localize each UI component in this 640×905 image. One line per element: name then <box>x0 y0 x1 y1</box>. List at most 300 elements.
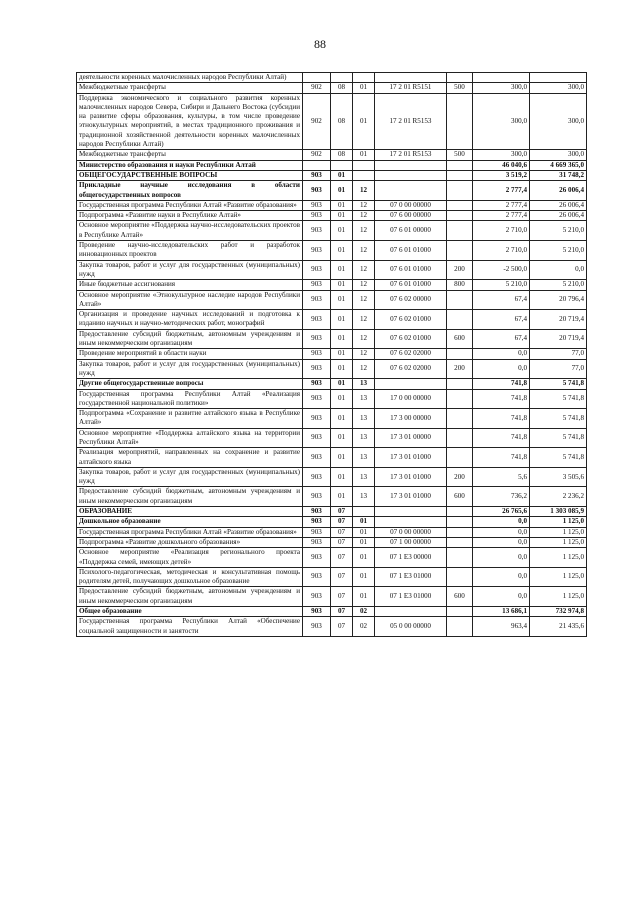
cell-expense-type <box>447 290 473 310</box>
cell-target-article <box>375 379 447 389</box>
cell-target-article <box>375 160 447 170</box>
cell-target-article: 17 3 01 01000 <box>375 467 447 487</box>
cell-ministry-code: 903 <box>303 389 331 409</box>
page-number: 88 <box>314 37 326 51</box>
cell-amount-2: 300,0 <box>530 150 587 160</box>
cell-name: Дошкольное образование <box>77 517 303 527</box>
cell-subsection: 13 <box>353 409 375 429</box>
cell-section: 01 <box>331 280 353 290</box>
cell-ministry-code: 903 <box>303 200 331 210</box>
cell-target-article: 07 6 02 01000 <box>375 310 447 330</box>
cell-amount-1: 2 710,0 <box>473 241 530 261</box>
cell-target-article: 07 1 E3 01000 <box>375 567 447 587</box>
cell-subsection: 12 <box>353 260 375 280</box>
cell-amount-2: 5 741,8 <box>530 389 587 409</box>
cell-name: Министерство образования и науки Республики Алтай <box>77 160 303 170</box>
table-row <box>77 379 587 389</box>
table-row <box>77 467 587 487</box>
cell-amount-2: 1 125,0 <box>530 537 587 547</box>
cell-name: Другие общегосударственные вопросы <box>77 379 303 389</box>
cell-section: 01 <box>331 290 353 310</box>
cell-section: 01 <box>331 260 353 280</box>
cell-section: 01 <box>331 349 353 359</box>
cell-amount-2: 20 719,4 <box>530 329 587 349</box>
cell-name: Проведение научно-исследовательских работ и разработок инновационных проектов <box>77 241 303 261</box>
cell-section: 01 <box>331 487 353 507</box>
cell-name: ОБЩЕГОСУДАРСТВЕННЫЕ ВОПРОСЫ <box>77 170 303 180</box>
cell-amount-1: 67,4 <box>473 290 530 310</box>
cell-section: 07 <box>331 607 353 617</box>
cell-target-article <box>375 73 447 83</box>
cell-name: Иные бюджетные ассигнования <box>77 280 303 290</box>
cell-target-article: 07 6 02 02000 <box>375 359 447 379</box>
table-row <box>77 200 587 210</box>
cell-subsection: 01 <box>353 150 375 160</box>
cell-section: 01 <box>331 181 353 201</box>
cell-expense-type <box>447 527 473 537</box>
cell-target-article: 17 3 01 01000 <box>375 448 447 468</box>
cell-name: Подпрограмма «Развитие науки в Республике Алтай» <box>77 211 303 221</box>
table-row <box>77 587 587 607</box>
cell-amount-2: 5 210,0 <box>530 241 587 261</box>
cell-subsection: 13 <box>353 389 375 409</box>
cell-section: 08 <box>331 93 353 150</box>
cell-section: 08 <box>331 83 353 93</box>
cell-expense-type: 600 <box>447 587 473 607</box>
cell-amount-1: 46 040,6 <box>473 160 530 170</box>
cell-section: 07 <box>331 527 353 537</box>
cell-amount-1: 741,8 <box>473 389 530 409</box>
cell-amount-1: 0,0 <box>473 567 530 587</box>
cell-target-article: 17 3 01 00000 <box>375 428 447 448</box>
cell-amount-1: 741,8 <box>473 379 530 389</box>
cell-target-article: 07 1 00 00000 <box>375 537 447 547</box>
cell-ministry-code: 903 <box>303 181 331 201</box>
cell-amount-2: 5 741,8 <box>530 448 587 468</box>
cell-subsection: 01 <box>353 517 375 527</box>
cell-subsection: 01 <box>353 527 375 537</box>
cell-name: Государственная программа Республики Алтай «Развитие образования» <box>77 200 303 210</box>
table-row <box>77 73 587 83</box>
cell-amount-2: 5 741,8 <box>530 428 587 448</box>
cell-subsection: 12 <box>353 241 375 261</box>
cell-ministry-code: 903 <box>303 170 331 180</box>
cell-name: Основное мероприятие «Реализация регионального проекта «Поддержка семей, имеющих детей» <box>77 548 303 568</box>
cell-subsection: 01 <box>353 587 375 607</box>
cell-expense-type <box>447 617 473 637</box>
cell-amount-1: 2 710,0 <box>473 221 530 241</box>
cell-ministry-code: 903 <box>303 349 331 359</box>
cell-subsection: 02 <box>353 607 375 617</box>
cell-expense-type <box>447 200 473 210</box>
cell-name: Межбюджетные трансферты <box>77 83 303 93</box>
cell-section <box>331 160 353 170</box>
cell-amount-2 <box>530 73 587 83</box>
cell-target-article: 17 2 01 R5153 <box>375 150 447 160</box>
table-body <box>77 73 587 637</box>
cell-section: 01 <box>331 379 353 389</box>
cell-name: Подпрограмма «Сохранение и развитие алтайского языка в Республике Алтай» <box>77 409 303 429</box>
cell-amount-1: 741,8 <box>473 428 530 448</box>
cell-section: 08 <box>331 150 353 160</box>
cell-amount-2: 1 125,0 <box>530 527 587 537</box>
cell-section: 01 <box>331 200 353 210</box>
cell-section: 07 <box>331 517 353 527</box>
cell-amount-1: -2 500,0 <box>473 260 530 280</box>
cell-expense-type <box>447 389 473 409</box>
cell-subsection <box>353 160 375 170</box>
cell-section: 07 <box>331 548 353 568</box>
cell-ministry-code: 903 <box>303 517 331 527</box>
cell-amount-2: 1 303 085,9 <box>530 507 587 517</box>
table-row <box>77 517 587 527</box>
cell-target-article <box>375 517 447 527</box>
cell-expense-type <box>447 181 473 201</box>
table-row <box>77 487 587 507</box>
cell-expense-type <box>447 517 473 527</box>
cell-subsection: 12 <box>353 280 375 290</box>
cell-target-article: 07 6 02 02000 <box>375 349 447 359</box>
cell-section <box>331 73 353 83</box>
cell-subsection: 12 <box>353 359 375 379</box>
table-row <box>77 359 587 379</box>
cell-ministry-code: 903 <box>303 487 331 507</box>
budget-table <box>76 72 587 637</box>
cell-amount-2: 4 669 365,0 <box>530 160 587 170</box>
table-row <box>77 280 587 290</box>
cell-amount-2: 1 125,0 <box>530 517 587 527</box>
cell-ministry-code <box>303 160 331 170</box>
cell-section: 01 <box>331 448 353 468</box>
cell-section: 01 <box>331 241 353 261</box>
table-row <box>77 428 587 448</box>
table-row <box>77 211 587 221</box>
cell-target-article: 17 3 01 01000 <box>375 487 447 507</box>
cell-amount-1: 3 519,2 <box>473 170 530 180</box>
cell-expense-type: 200 <box>447 467 473 487</box>
cell-ministry-code: 903 <box>303 548 331 568</box>
cell-amount-2: 3 505,6 <box>530 467 587 487</box>
cell-section: 07 <box>331 587 353 607</box>
cell-amount-2: 20 719,4 <box>530 310 587 330</box>
cell-amount-2: 26 006,4 <box>530 181 587 201</box>
cell-section: 01 <box>331 329 353 349</box>
cell-target-article: 17 3 00 00000 <box>375 409 447 429</box>
cell-target-article: 07 6 02 00000 <box>375 290 447 310</box>
cell-amount-1: 5,6 <box>473 467 530 487</box>
cell-amount-1 <box>473 73 530 83</box>
cell-expense-type: 200 <box>447 260 473 280</box>
cell-amount-1: 0,0 <box>473 517 530 527</box>
cell-amount-1: 13 686,1 <box>473 607 530 617</box>
cell-name: Проведение мероприятий в области науки <box>77 349 303 359</box>
cell-section: 07 <box>331 617 353 637</box>
cell-target-article: 07 6 01 01000 <box>375 280 447 290</box>
table-row <box>77 507 587 517</box>
cell-ministry-code: 902 <box>303 150 331 160</box>
cell-ministry-code: 903 <box>303 260 331 280</box>
cell-target-article: 07 6 01 01000 <box>375 241 447 261</box>
table-row <box>77 389 587 409</box>
cell-name: ОБРАЗОВАНИЕ <box>77 507 303 517</box>
cell-target-article: 17 0 00 00000 <box>375 389 447 409</box>
cell-subsection: 01 <box>353 548 375 568</box>
cell-target-article <box>375 181 447 201</box>
table-row <box>77 290 587 310</box>
cell-amount-2: 26 006,4 <box>530 211 587 221</box>
cell-amount-1: 2 777,4 <box>473 211 530 221</box>
cell-expense-type <box>447 548 473 568</box>
cell-expense-type <box>447 73 473 83</box>
cell-name: Прикладные научные исследования в области общегосударственных вопросов <box>77 181 303 201</box>
cell-target-article <box>375 507 447 517</box>
cell-expense-type <box>447 349 473 359</box>
table-row <box>77 329 587 349</box>
cell-expense-type <box>447 211 473 221</box>
cell-expense-type <box>447 379 473 389</box>
cell-ministry-code: 903 <box>303 329 331 349</box>
cell-subsection: 01 <box>353 93 375 150</box>
cell-amount-2: 1 125,0 <box>530 548 587 568</box>
cell-name: Государственная программа Республики Алтай «Реализация государственной национальной политики» <box>77 389 303 409</box>
cell-amount-1: 67,4 <box>473 310 530 330</box>
cell-section: 07 <box>331 537 353 547</box>
cell-section: 07 <box>331 507 353 517</box>
cell-name: Основное мероприятие «Этнокультурное наследие народов Республики Алтай» <box>77 290 303 310</box>
cell-expense-type <box>447 221 473 241</box>
cell-subsection: 01 <box>353 537 375 547</box>
cell-target-article: 07 6 01 00000 <box>375 221 447 241</box>
cell-amount-1: 963,4 <box>473 617 530 637</box>
cell-amount-2: 5 741,8 <box>530 409 587 429</box>
cell-amount-1: 0,0 <box>473 349 530 359</box>
table-row <box>77 349 587 359</box>
cell-amount-1: 0,0 <box>473 527 530 537</box>
cell-amount-1: 300,0 <box>473 150 530 160</box>
cell-amount-2: 300,0 <box>530 83 587 93</box>
cell-name: Предоставление субсидий бюджетным, автономным учреждениям и иным некоммерческим организациям <box>77 587 303 607</box>
cell-name: Реализация мероприятий, направленных на сохранение и развитие алтайского языка <box>77 448 303 468</box>
cell-name: Организация и проведение научных исследований и подготовка к изданию научных и научно-методических работ, монографий <box>77 310 303 330</box>
cell-amount-1: 2 777,4 <box>473 181 530 201</box>
cell-expense-type <box>447 170 473 180</box>
table-row <box>77 221 587 241</box>
cell-ministry-code: 903 <box>303 211 331 221</box>
table-row <box>77 617 587 637</box>
cell-ministry-code: 903 <box>303 607 331 617</box>
cell-expense-type: 800 <box>447 280 473 290</box>
table-row <box>77 607 587 617</box>
table-row <box>77 160 587 170</box>
table-row <box>77 548 587 568</box>
cell-expense-type <box>447 409 473 429</box>
table-row <box>77 409 587 429</box>
table-row <box>77 448 587 468</box>
cell-amount-2: 31 748,2 <box>530 170 587 180</box>
cell-subsection: 01 <box>353 567 375 587</box>
cell-expense-type: 200 <box>447 359 473 379</box>
cell-expense-type <box>447 310 473 330</box>
table-row <box>77 241 587 261</box>
table-row <box>77 181 587 201</box>
cell-target-article: 17 2 01 R5153 <box>375 93 447 150</box>
cell-subsection: 12 <box>353 211 375 221</box>
cell-ministry-code: 903 <box>303 359 331 379</box>
cell-expense-type: 600 <box>447 329 473 349</box>
cell-section: 01 <box>331 221 353 241</box>
cell-subsection: 13 <box>353 428 375 448</box>
table-row <box>77 93 587 150</box>
cell-section: 01 <box>331 170 353 180</box>
cell-expense-type: 600 <box>447 487 473 507</box>
cell-ministry-code: 902 <box>303 83 331 93</box>
cell-subsection: 13 <box>353 487 375 507</box>
cell-name: Поддержка экономического и социального развития коренных малочисленных народов Севера, Сибири и Дальнего Востока (субсидии на развитие сферы образования, культуры, в том числе проведение этнокультурных мероприятий, в местах традиционного проживания и традиционной хозяйственной деятельности коренных малочисленных народов Республики Алтай) <box>77 93 303 150</box>
cell-name: Межбюджетные трансферты <box>77 150 303 160</box>
table-row <box>77 150 587 160</box>
cell-expense-type <box>447 448 473 468</box>
cell-amount-1: 741,8 <box>473 409 530 429</box>
cell-ministry-code: 903 <box>303 280 331 290</box>
cell-amount-1: 741,8 <box>473 448 530 468</box>
table-row <box>77 537 587 547</box>
cell-amount-2: 21 435,6 <box>530 617 587 637</box>
cell-subsection: 13 <box>353 379 375 389</box>
cell-ministry-code: 903 <box>303 448 331 468</box>
cell-target-article: 07 6 01 01000 <box>375 260 447 280</box>
cell-amount-2: 77,0 <box>530 359 587 379</box>
cell-target-article: 07 0 00 00000 <box>375 200 447 210</box>
cell-subsection: 12 <box>353 329 375 349</box>
cell-ministry-code: 903 <box>303 527 331 537</box>
cell-amount-2: 1 125,0 <box>530 587 587 607</box>
cell-ministry-code: 903 <box>303 221 331 241</box>
cell-section: 07 <box>331 567 353 587</box>
cell-amount-1: 300,0 <box>473 83 530 93</box>
cell-amount-1: 5 210,0 <box>473 280 530 290</box>
cell-target-article: 07 6 00 00000 <box>375 211 447 221</box>
cell-target-article: 07 1 E3 00000 <box>375 548 447 568</box>
cell-name: Государственная программа Республики Алтай «Развитие образования» <box>77 527 303 537</box>
cell-subsection: 01 <box>353 83 375 93</box>
cell-amount-2: 5 210,0 <box>530 280 587 290</box>
cell-expense-type: 500 <box>447 83 473 93</box>
cell-amount-1: 0,0 <box>473 548 530 568</box>
cell-subsection: 13 <box>353 467 375 487</box>
cell-ministry-code <box>303 73 331 83</box>
cell-subsection: 12 <box>353 349 375 359</box>
cell-target-article: 05 0 00 00000 <box>375 617 447 637</box>
cell-amount-2: 26 006,4 <box>530 200 587 210</box>
cell-expense-type <box>447 160 473 170</box>
cell-section: 01 <box>331 359 353 379</box>
cell-amount-1: 0,0 <box>473 587 530 607</box>
cell-target-article <box>375 170 447 180</box>
cell-section: 01 <box>331 467 353 487</box>
cell-ministry-code: 903 <box>303 290 331 310</box>
cell-amount-1: 0,0 <box>473 359 530 379</box>
table-row <box>77 567 587 587</box>
cell-amount-2: 5 741,8 <box>530 379 587 389</box>
table-row <box>77 310 587 330</box>
cell-ministry-code: 903 <box>303 537 331 547</box>
cell-subsection <box>353 170 375 180</box>
cell-amount-1: 67,4 <box>473 329 530 349</box>
cell-name: Предоставление субсидий бюджетным, автономным учреждениям и иным некоммерческим организациям <box>77 487 303 507</box>
cell-amount-2: 5 210,0 <box>530 221 587 241</box>
cell-amount-2: 732 974,8 <box>530 607 587 617</box>
cell-name: Основное мероприятие «Поддержка алтайского языка на территории Республики Алтай» <box>77 428 303 448</box>
cell-ministry-code: 903 <box>303 587 331 607</box>
cell-ministry-code: 903 <box>303 310 331 330</box>
cell-subsection: 12 <box>353 290 375 310</box>
cell-ministry-code: 903 <box>303 241 331 261</box>
cell-expense-type <box>447 93 473 150</box>
cell-ministry-code: 903 <box>303 428 331 448</box>
cell-amount-2: 0,0 <box>530 260 587 280</box>
cell-subsection: 12 <box>353 181 375 201</box>
cell-expense-type <box>447 241 473 261</box>
cell-amount-1: 2 777,4 <box>473 200 530 210</box>
cell-subsection: 02 <box>353 617 375 637</box>
cell-amount-1: 736,2 <box>473 487 530 507</box>
cell-ministry-code: 903 <box>303 617 331 637</box>
cell-name: Предоставление субсидий бюджетным, автономным учреждениям и иным некоммерческим организациям <box>77 329 303 349</box>
cell-target-article: 07 0 00 00000 <box>375 527 447 537</box>
cell-target-article: 07 1 E3 01000 <box>375 587 447 607</box>
cell-expense-type <box>447 567 473 587</box>
cell-subsection: 12 <box>353 200 375 210</box>
cell-subsection: 12 <box>353 221 375 241</box>
cell-expense-type <box>447 507 473 517</box>
table-row <box>77 83 587 93</box>
cell-amount-2: 20 796,4 <box>530 290 587 310</box>
cell-expense-type <box>447 428 473 448</box>
cell-name: Закупка товаров, работ и услуг для государственных (муниципальных) нужд <box>77 467 303 487</box>
cell-subsection: 12 <box>353 310 375 330</box>
cell-ministry-code: 903 <box>303 379 331 389</box>
cell-expense-type: 500 <box>447 150 473 160</box>
cell-section: 01 <box>331 211 353 221</box>
cell-ministry-code: 903 <box>303 409 331 429</box>
cell-section: 01 <box>331 428 353 448</box>
cell-amount-2: 300,0 <box>530 93 587 150</box>
cell-ministry-code: 903 <box>303 467 331 487</box>
cell-subsection: 13 <box>353 448 375 468</box>
cell-name: Общее образование <box>77 607 303 617</box>
cell-ministry-code: 903 <box>303 567 331 587</box>
cell-amount-1: 0,0 <box>473 537 530 547</box>
cell-section: 01 <box>331 389 353 409</box>
cell-expense-type <box>447 537 473 547</box>
cell-name: Государственная программа Республики Алтай «Обеспечение социальной защищенности и занятости <box>77 617 303 637</box>
cell-subsection <box>353 73 375 83</box>
cell-name: деятельности коренных малочисленных народов Республики Алтай) <box>77 73 303 83</box>
cell-name: Психолого-педагогическая, методическая и консультативная помощь родителям детей, получающих дошкольное образование <box>77 567 303 587</box>
cell-amount-2: 1 125,0 <box>530 567 587 587</box>
cell-amount-2: 2 236,2 <box>530 487 587 507</box>
cell-target-article <box>375 607 447 617</box>
cell-name: Основное мероприятие «Поддержка научно-исследовательских проектов в Республике Алтай» <box>77 221 303 241</box>
cell-name: Закупка товаров, работ и услуг для государственных (муниципальных) нужд <box>77 260 303 280</box>
cell-expense-type <box>447 607 473 617</box>
cell-ministry-code: 902 <box>303 93 331 150</box>
cell-amount-1: 300,0 <box>473 93 530 150</box>
table-row <box>77 527 587 537</box>
cell-amount-1: 26 765,6 <box>473 507 530 517</box>
cell-section: 01 <box>331 310 353 330</box>
cell-amount-2: 77,0 <box>530 349 587 359</box>
